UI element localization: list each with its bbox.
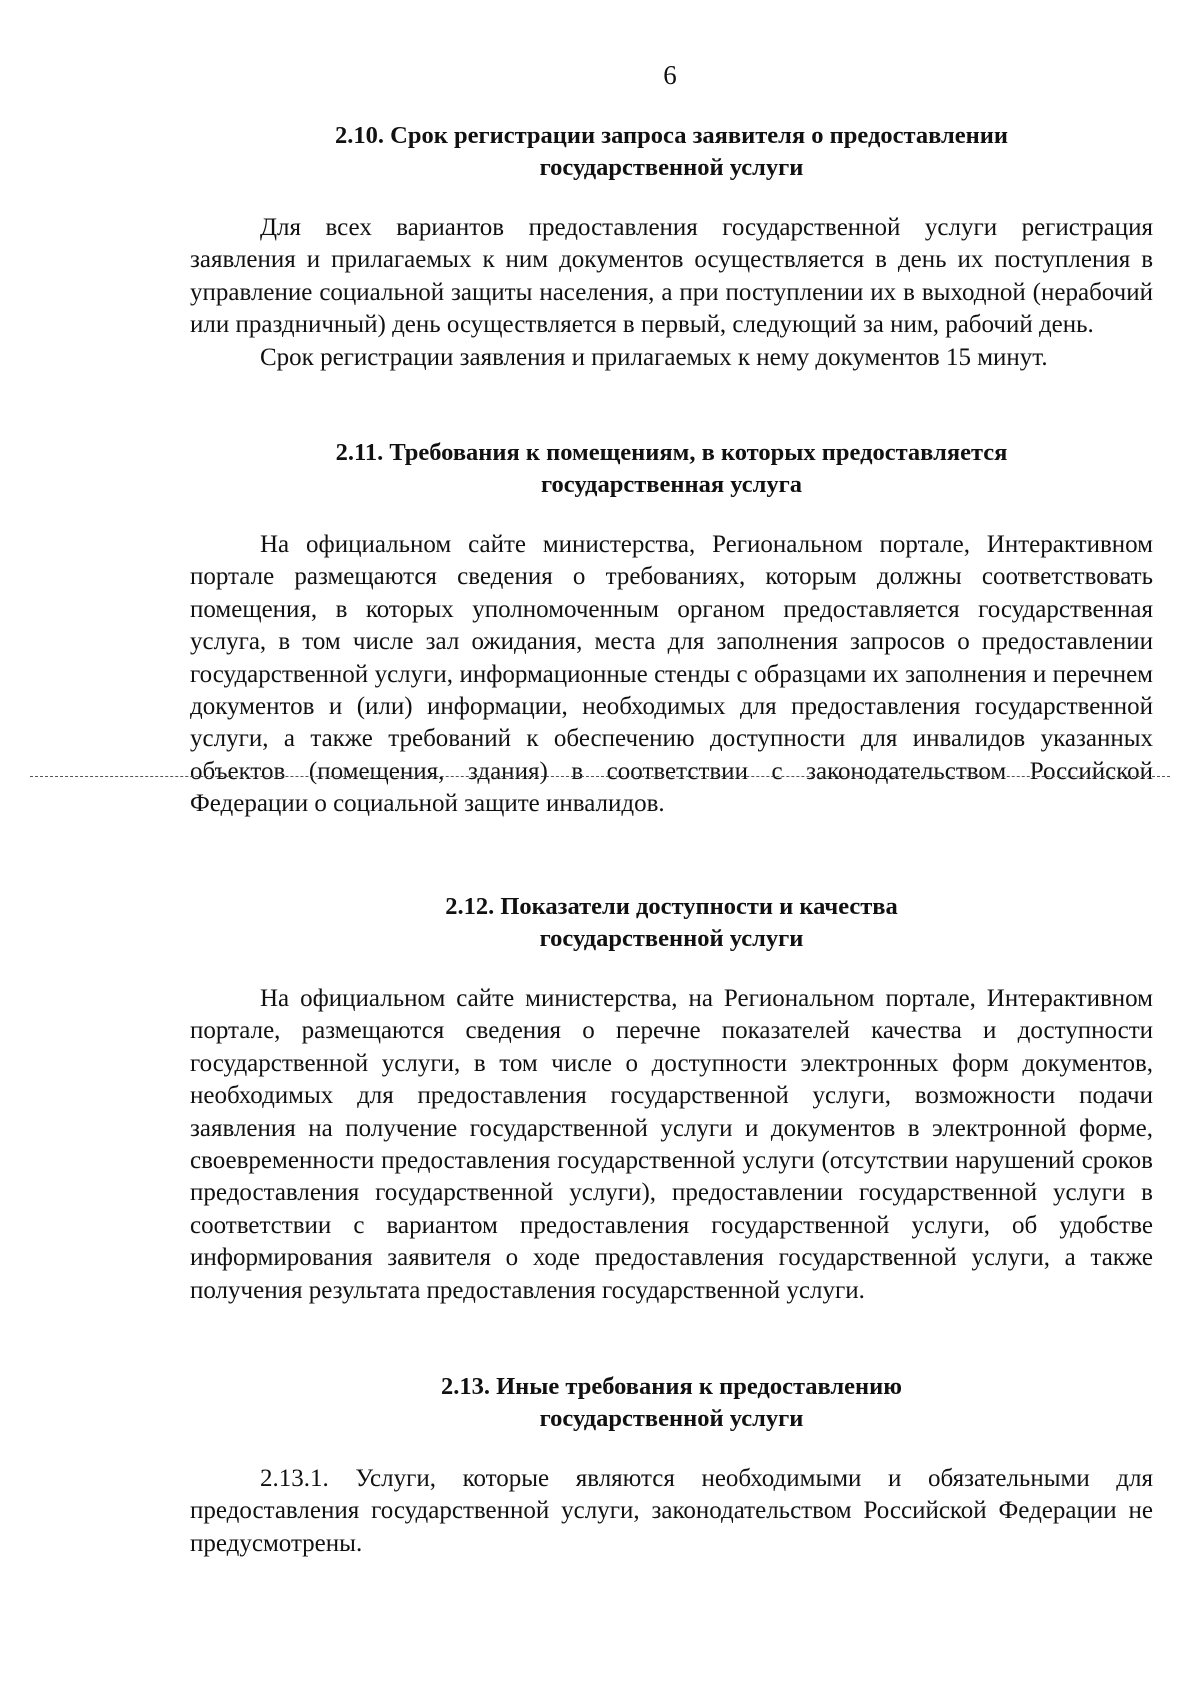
section-2-13: [190, 1371, 1153, 1560]
section-title-line2: государственная услуга: [541, 471, 802, 498]
section-title-line1: 2.10. Срок регистрации запроса заявителя о предоставлении: [335, 122, 1008, 149]
section-title-line1: 2.12. Показатели доступности и качества: [445, 893, 898, 920]
scan-artifact-line: [30, 776, 1170, 777]
paragraph: На официальном сайте министерства, Региональном портале, Интерактивном портале размещаются сведения о требованиях, которым должны соответствовать помещения, в которых уполномоченным органом предоставляется государственная услуга, в том числе зал ожидания, места для заполнения запросов о предоставлении государственной услуги, информационные стенды с образцами их заполнения и перечнем документов и (или) информации, необходимых для предоставления государственной услуги, а также требований к обеспечению доступности для инвалидов указанных объектов (помещения, здания) в соответствии с законодательством Российской Федерации о социальной защите инвалидов.: [190, 531, 1153, 818]
section-title-line2: государственной услуги: [539, 925, 804, 952]
section-2-12: [190, 891, 1153, 1307]
section-title-line1: 2.13. Иные требования к предоставлению: [440, 1373, 903, 1400]
section-2-11: [190, 437, 1153, 821]
paragraph: На официальном сайте министерства, на Региональном портале, Интерактивном портале, размещаются сведения о перечне показателей качества и доступности государственной услуги, в том числе о доступности электронных форм документов, необходимых для предоставления государственной услуги, возможности подачи заявления на получение государственной услуги и документов в электронной форме, своевременности предоставления государственной услуги (отсутствии нарушений сроков предоставления государственной услуги), предоставлении государственной услуги в соответствии с вариантом предоставления государственной услуги, об удобстве информирования заявителя о ходе предоставления государственной услуги, а также получения результата предоставления государственной услуги.: [190, 985, 1153, 1304]
page-number: 6: [663, 60, 677, 90]
section-title-line2: государственной услуги: [539, 154, 804, 181]
paragraph: 2.13.1. Услуги, которые являются необходимыми и обязательными для предоставления государственной услуги, законодательством Российской Федерации не предусмотрены.: [190, 1465, 1153, 1557]
section-2-10: [190, 120, 1153, 374]
paragraph: Срок регистрации заявления и прилагаемых к нему документов 15 минут.: [260, 343, 1048, 371]
paragraph: Для всех вариантов предоставления государственной услуги регистрация заявления и прилагаемых к ним документов осуществляется в день их поступления в управление социальной защиты населения, а при поступлении их в выходной (нерабочий или праздничный) день осуществляется в первый, следующий за ним, рабочий день.: [190, 214, 1153, 339]
section-title-line2: государственной услуги: [539, 1405, 804, 1432]
section-title-line1: 2.11. Требования к помещениям, в которых предоставляется: [335, 439, 1008, 466]
